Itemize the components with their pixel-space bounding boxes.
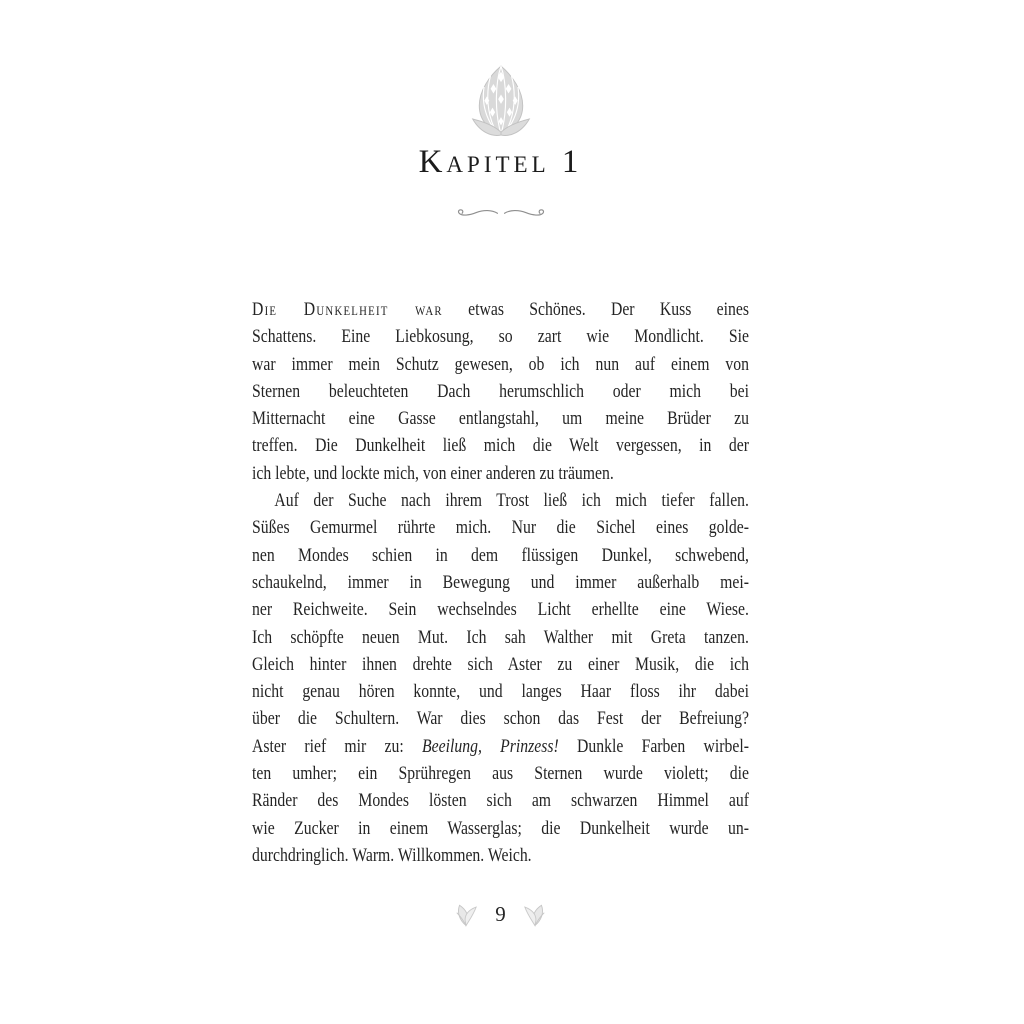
- leaf-sprig-right-icon: [523, 901, 547, 928]
- line-text: Süßes Gemurmel rührte mich. Nur die Sichel eines golde-: [252, 517, 749, 539]
- line-text: ich lebte, und lockte mich, von einer anderen zu träumen.: [252, 462, 614, 484]
- line-text: Gleich hinter ihnen drehte sich Aster zu einer Musik, die ich: [252, 653, 749, 675]
- text-line: [252, 624, 749, 651]
- line-text: Ich schöpfte neuen Mut. Ich sah Walther mit Greta tanzen.: [252, 626, 749, 648]
- text-line: [252, 514, 749, 541]
- page-footer: [252, 899, 749, 929]
- text-line: [252, 487, 749, 514]
- leaf-sprig-left-icon: [454, 901, 478, 928]
- swash-divider-icon: [455, 204, 547, 224]
- line-text: nen Mondes schien in dem flüssigen Dunkel, schwebend,: [252, 544, 749, 566]
- text-line: [252, 460, 749, 487]
- line-text: etwas Schönes. Der Kuss eines: [442, 299, 749, 320]
- section-divider-container: [252, 204, 749, 224]
- line-text: Dunkle Farben wirbel-: [558, 735, 749, 757]
- italic-phrase: Beeilung, Prinzess!: [422, 735, 559, 757]
- text-line: [252, 733, 749, 760]
- text-line: [252, 787, 749, 814]
- page-number: 9: [495, 902, 506, 926]
- text-line: [252, 432, 749, 459]
- line-text: schaukelnd, immer in Bewegung und immer außerhalb mei-: [252, 571, 749, 593]
- text-line: [252, 651, 749, 678]
- line-text: durchdringlich. Warm. Willkommen. Weich.: [252, 844, 532, 866]
- line-text: ten umher; ein Sprühregen aus Sternen wurde violett; die: [252, 763, 749, 785]
- small-caps-lead: Die Dunkelheit war: [252, 299, 443, 320]
- text-line: [252, 351, 749, 378]
- text-line: [252, 542, 749, 569]
- chapter-heading-text: Kapitel 1: [418, 144, 583, 180]
- text-line: [252, 842, 749, 869]
- line-text: Aster rief mir zu:: [252, 735, 423, 757]
- thistle-bud-icon: [467, 62, 535, 142]
- chapter-heading: [252, 144, 749, 181]
- text-line: [252, 678, 749, 705]
- line-text: Schattens. Eine Liebkosung, so zart wie Mondlicht. Sie: [252, 326, 749, 348]
- line-text: über die Schultern. War dies schon das Fest der Befreiung?: [252, 708, 749, 730]
- line-text: treffen. Die Dunkelheit ließ mich die Welt vergessen, in der: [252, 435, 749, 457]
- text-line: [252, 705, 749, 732]
- text-line: [252, 296, 749, 323]
- line-text: war immer mein Schutz gewesen, ob ich nun auf einem von: [252, 353, 749, 375]
- text-line: [252, 405, 749, 432]
- text-line: [252, 378, 749, 405]
- line-text: wie Zucker in einem Wasserglas; die Dunkelheit wurde un-: [252, 817, 749, 839]
- text-line: [252, 815, 749, 842]
- line-text: ner Reichweite. Sein wechselndes Licht erhellte eine Wiese.: [252, 599, 749, 621]
- line-text: Mitternacht eine Gasse entlangstahl, um meine Brüder zu: [252, 408, 749, 430]
- line-text: Ränder des Mondes lösten sich am schwarzen Himmel auf: [252, 790, 749, 812]
- text-line: [252, 760, 749, 787]
- line-text: Auf der Suche nach ihrem Trost ließ ich mich tiefer fallen.: [274, 490, 749, 512]
- chapter-body: [252, 296, 852, 869]
- chapter-ornament-container: [252, 62, 749, 142]
- line-text: nicht genau hören konnte, und langes Haar floss ihr dabei: [252, 681, 749, 703]
- text-line: [252, 596, 749, 623]
- text-line: [252, 323, 749, 350]
- text-line: [252, 569, 749, 596]
- line-text: Sternen beleuchteten Dach herumschlich oder mich bei: [252, 380, 749, 402]
